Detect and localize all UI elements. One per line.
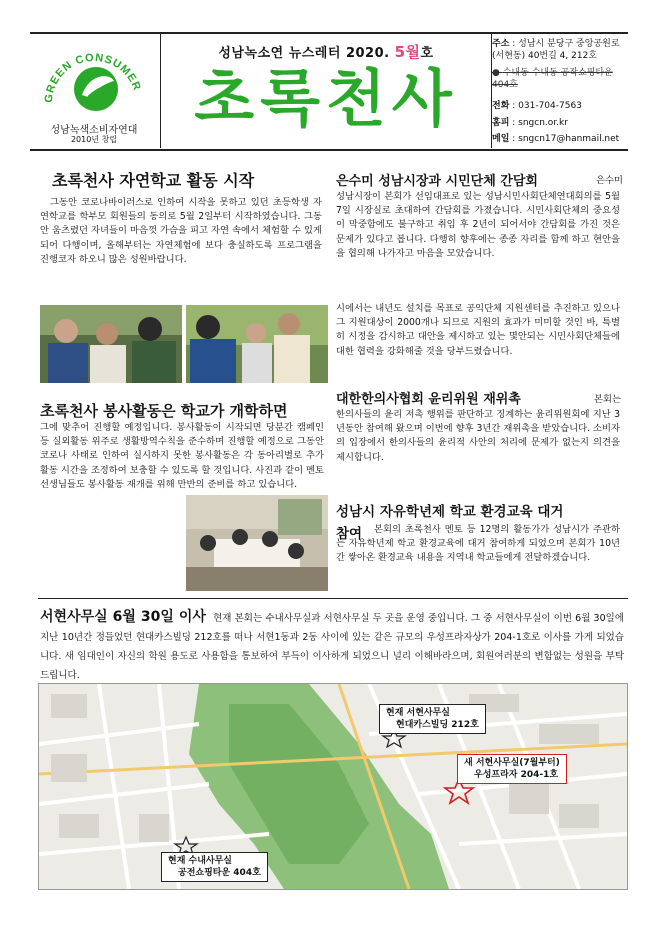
old-address-row: ● 수내동 수내동 공작쇼핑타운 404호 — [492, 68, 613, 90]
article-2-title: 은수미 성남시장과 시민단체 간담회 — [336, 174, 538, 189]
map-label-current-seohyeon: 현재 서현사무실 현대카스빌딩 212호 — [379, 704, 486, 734]
article-2-lead: 은수미 — [596, 175, 623, 186]
header-bottom-rule — [30, 149, 628, 151]
logo-arc-text: GREEN CONSUMER — [42, 51, 144, 104]
article-3-body-top: 그에 맞추어 진행할 예정입니다. 봉사활동이 시작되면 당분간 캠페인등 실외활동 위주로 생활방역수칙을 준수하며 진행할 예정으로 그동안 코로나 사태로 인하여 실시하지 못한 봉사활동은 각 동아리별로 추가 활동 시간을 조정하여 보충할 수 있도록 할 것입니다. 사진과 같이 멘토 선생님들도 봉사활동 재개를 위해 만반의 준비를 하고 있습니다. — [40, 422, 324, 490]
article-6-rule — [38, 598, 628, 599]
office-location-map[interactable] — [38, 683, 628, 890]
phone-row: 전화 : 031-704-7563 — [492, 101, 582, 111]
article-6-title: 서현사무실 6월 30일 이사 — [40, 609, 206, 625]
logo-block — [30, 33, 158, 148]
contact-info — [488, 33, 628, 148]
article-6-body: 현재 본회는 수내사무실과 서현사무실 두 곳을 운영 중입니다. 그 중 서현사무실이 이번 6월 30일에 지난 10년간 정들었던 현대카스빌딩 212호를 떠나 서현1동과 2동 사이에 있는 같은 규모의 우성프라자상가 204-1호로 이사를 가게 되었습니다. 새 임대인이 자신의 학원 용도로 사용함을 통보하여 부득이 이사하게 되었으니 널리 이해바라으며, 회원여러분의 변함없는 성원을 부탁드립니다. — [40, 613, 624, 681]
article-3-body-continued — [40, 491, 180, 583]
article-5-title: 성남시 자유학년제 학교 환경교육 대거 — [336, 504, 564, 520]
homepage-row: 홈피 : sngcn.or.kr — [492, 118, 568, 128]
article-4-body: 한의사들의 윤리 저촉 행위를 판단하고 징계하는 윤리위원회에 지난 3년동안 참여해 왔으며 이번에 향후 3년간 재위촉을 받았습니다. 소비자의 입장에서 한의사들의 윤리적 사안의 처리에 문제가 없는지 의견을 제시합니다. — [336, 409, 620, 463]
volunteer-mentors-photo — [186, 495, 328, 591]
newsletter-month: 5월 — [394, 43, 421, 61]
masthead-block — [160, 33, 492, 148]
masthead-title: 초록천사 — [194, 62, 458, 135]
green-consumer-logo — [30, 33, 158, 123]
article-5-body: 본회의 초록천사 멘토 등 12명의 활동가가 성남시가 주관하는 자유학년제 학교 환경교육에 대거 참여하게 되었으며 본회가 10년간 쌓아온 환경교육 내용을 지역내 학교들에게 전달하겠습니다. — [336, 524, 620, 564]
article-4-lead: 본회는 — [594, 394, 621, 405]
newsletter-prefix: 성남녹소연 뉴스레터 2020. — [218, 46, 390, 61]
nature-school-photo-2 — [186, 305, 328, 383]
article-3-title: 초록천사 봉사활동은 학교가 개학하면 — [40, 402, 288, 420]
map-graphic — [39, 684, 627, 889]
map-label-new-seohyeon: 새 서현사무실(7월부터) 우성프라자 204-1호 — [457, 754, 567, 784]
article-6-paragraph — [40, 608, 624, 685]
article-5-title-2: 참여 — [336, 526, 363, 542]
org-name: 성남녹색소비자연대 — [50, 125, 138, 136]
nature-school-photo-1 — [40, 305, 182, 383]
address-row: 주소 : 성남시 분당구 중앙공원로 (서현동) 40번길 4, 212호 — [492, 39, 620, 61]
newsletter-suffix: 호 — [420, 46, 434, 61]
email-row: 메일 : sngcn17@hanmail.net — [492, 134, 620, 144]
article-2-body-2: 시에서는 내년도 설치를 목표로 공익단체 지원센터를 추진하고 있으나 그 지원대상이 2000개나 되므로 지원의 효과가 미미할 것인 바, 특별히 시정을 감시하고 대안을 제시하고 있는 몇안되는 시민사회단체들에 대한 협력을 강화해줄 것을 당부드렸습니다. — [336, 303, 620, 357]
article-1-title: 초록천사 자연학교 활동 시작 — [52, 171, 255, 190]
article-4-title: 대한한의사협회 윤리위원 재위촉 — [336, 392, 521, 407]
article-2-body: 성남시장이 본회가 선임대표로 있는 성남시민사회단체연대회의를 5월 7일 시장실로 초대하여 간담회를 가졌습니다. 시민사회단체의 중요성이 막중함에도 불구하고 취임 후 2년이 되어서야 간담회를 가진 것은 문제가 있다고 봅니다. 다행히 향후에는 종종 자리를 함께 하고 현안을 을 협의해 나가자고 마음을 모았습니다. — [336, 191, 620, 259]
article-1-body: 그동안 코로나바이러스로 인하여 시작을 못하고 있던 초등학생 자연학교를 학부모 회원들의 동의로 5월 2일부터 시작하였습니다. 그동안 움츠렸던 자녀들이 마음껏 가슴을 피고 자연 속에서 체험할 수 있게 되어 다행이며, 올해부터는 자연체험에 보다 충실하도록 프로그램을 진행코자 하오니 많은 성원바랍니다. — [40, 197, 322, 265]
map-label-sunae: 현재 수내사무실 공전쇼핑타운 404호 — [161, 852, 268, 882]
founded-text: 2010년 창립 — [70, 135, 118, 144]
